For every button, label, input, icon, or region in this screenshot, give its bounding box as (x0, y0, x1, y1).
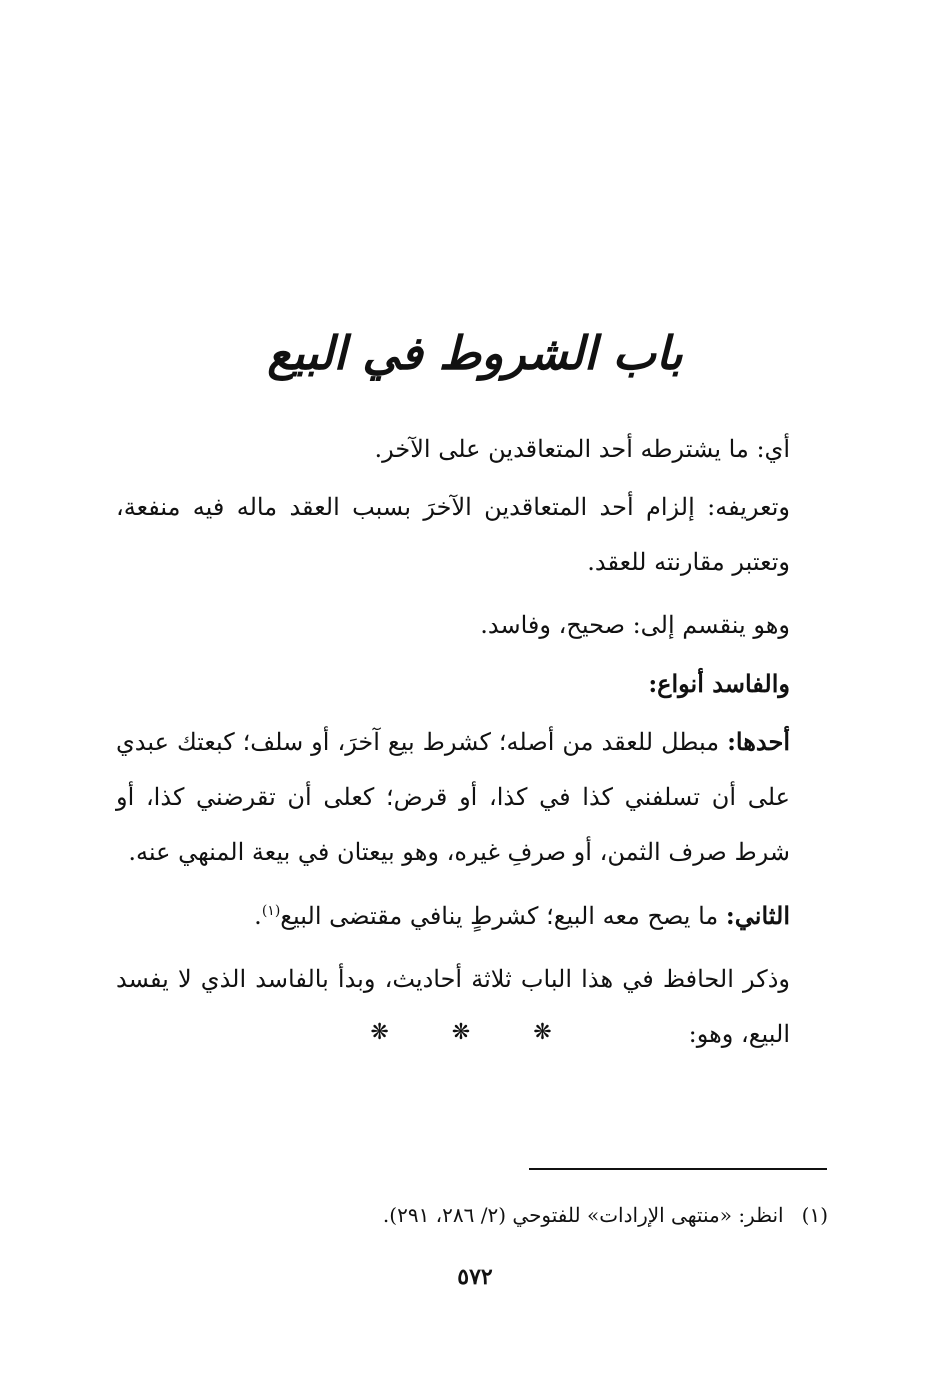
footnote-reference: (١) (261, 903, 281, 919)
footnote (128, 1198, 828, 1232)
chapter-title: باب الشروط في البيع (267, 326, 683, 380)
second-type-text: ما يصح معه البيع؛ كشرطٍ ينافي مقتضى البيع (280, 902, 726, 930)
body-text (116, 422, 790, 1070)
footnote-number: (١) (801, 1203, 828, 1227)
paragraph-definition-intro: أي: ما يشترطه أحد المتعاقدين على الآخر. (374, 435, 790, 463)
footnote-divider (529, 1168, 827, 1170)
paragraph-invalid-types-heading: والفاسد أنواع: (648, 669, 790, 698)
second-type-end: . (254, 902, 262, 930)
paragraph-division: وهو ينقسم إلى: صحيح، وفاسد. (480, 611, 790, 639)
page-number: ٥٧٢ (457, 1264, 493, 1290)
second-type-lead: الثاني: (725, 901, 790, 930)
paragraph-second-type (116, 888, 790, 944)
footnote-text: انظر: «منتهى الإرادات» للفتوحي (٢/ ٢٨٦، ٢٩١). (382, 1203, 784, 1227)
paragraph-hadith-intro: وذكر الحافظ في هذا الباب ثلاثة أحاديث، وبدأ بالفاسد الذي لا يفسد البيع، وهو: (116, 965, 790, 1048)
section-separator: ❋ ❋ ❋ (370, 1020, 580, 1045)
paragraph-definition: وتعريفه: إلزام أحد المتعاقدين الآخرَ بسبب العقد ماله فيه منفعة، وتعتبر مقارنته للعقد. (116, 493, 790, 576)
first-type-text: مبطل للعقد من أصله؛ كشرط بيع آخرَ، أو سلف؛ كبعتك عبدي على أن تسلفني كذا في كذا، أو قرض؛ كعلى أن تقرضني كذا، أو شرط صرف الثمن، أو صرفِ غيره، وهو بيعتان في بيعة المنهي عنه. (116, 728, 790, 866)
first-type-lead: أحدها: (727, 727, 790, 756)
paragraph-first-type (116, 714, 790, 880)
